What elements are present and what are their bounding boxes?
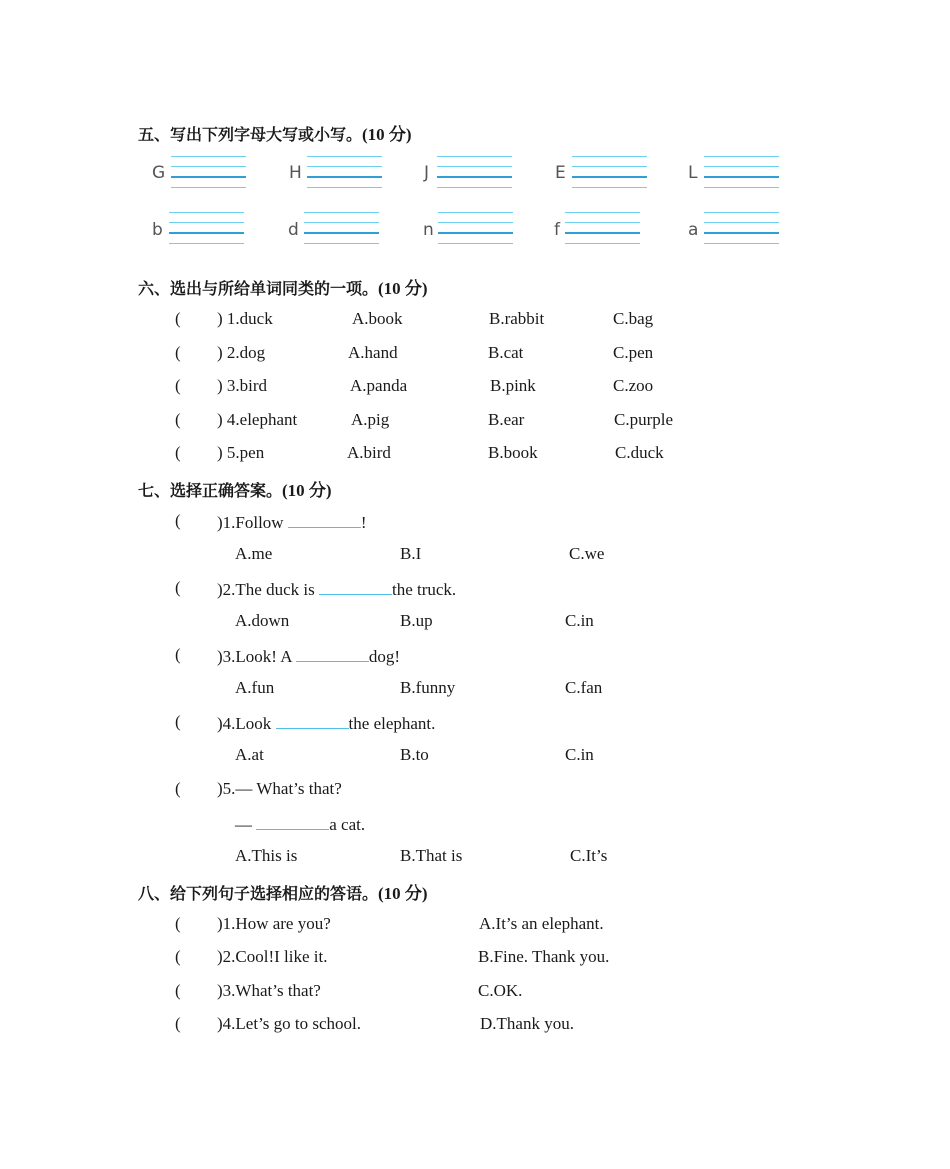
option-a: A.This is <box>235 846 298 865</box>
question-word: ) 4.elephant <box>217 410 298 429</box>
option-c: C.purple <box>614 410 674 429</box>
option-b: B.rabbit <box>489 309 545 328</box>
option-c: C.pen <box>613 343 654 362</box>
question-word: ) 1.duck <box>217 309 273 328</box>
answer-paren[interactable]: ( <box>175 309 181 328</box>
fill-blank[interactable] <box>288 511 361 528</box>
question-after: the elephant. <box>348 714 436 733</box>
writing-lines[interactable] <box>169 212 244 244</box>
fill-blank[interactable] <box>256 813 329 830</box>
writing-lines[interactable] <box>437 156 512 188</box>
question-before: )3.Look! A <box>217 647 296 666</box>
writing-lines[interactable] <box>704 156 779 188</box>
letter-row2-3: n <box>423 220 434 240</box>
option-a: A.book <box>352 309 403 328</box>
response-option: B.Fine. Thank you. <box>478 947 610 966</box>
question-text <box>217 511 367 533</box>
section8-title: 八、给下列句子选择相应的答语。 <box>138 884 379 903</box>
section5-title: 五、写出下列字母大写或小写。 <box>138 125 363 144</box>
writing-lines[interactable] <box>438 212 513 244</box>
sentence: )2.Cool!I like it. <box>217 947 328 966</box>
fill-blank[interactable] <box>319 578 392 595</box>
sentence: )3.What’s that? <box>217 981 321 1000</box>
option-a: A.at <box>235 745 264 764</box>
answer-paren[interactable]: ( <box>175 712 181 731</box>
letter-row2-4: f <box>554 220 560 240</box>
response-option: D.Thank you. <box>480 1014 574 1033</box>
option-b: B.to <box>400 745 429 764</box>
section6-score: (10 分) <box>378 279 428 298</box>
writing-lines[interactable] <box>304 212 379 244</box>
option-a: A.hand <box>348 343 398 362</box>
option-b: B.up <box>400 611 433 630</box>
option-c: C.we <box>569 544 605 563</box>
option-c: C.zoo <box>613 376 654 395</box>
option-c: C.bag <box>613 309 654 328</box>
letter-row1-4: E <box>555 163 566 183</box>
option-b: B.That is <box>400 846 463 865</box>
answer-paren[interactable]: ( <box>175 343 181 362</box>
writing-lines[interactable] <box>565 212 640 244</box>
option-c: C.duck <box>615 443 664 462</box>
option-a: A.fun <box>235 678 275 697</box>
question-text <box>217 645 400 667</box>
option-b: B.ear <box>488 410 525 429</box>
answer-paren[interactable]: ( <box>175 914 181 933</box>
question-word: ) 5.pen <box>217 443 265 462</box>
option-b: B.funny <box>400 678 456 697</box>
option-c: C.It’s <box>570 846 608 865</box>
answer-paren[interactable]: ( <box>175 947 181 966</box>
option-b: B.book <box>488 443 538 462</box>
option-c: C.in <box>565 745 594 764</box>
question-before: )2.The duck is <box>217 580 319 599</box>
section5-score: (10 分) <box>362 125 412 144</box>
sentence: )4.Let’s go to school. <box>217 1014 362 1033</box>
question-after: ! <box>360 513 367 532</box>
option-c: C.in <box>565 611 594 630</box>
question-before: )4.Look <box>217 714 276 733</box>
answer-paren[interactable]: ( <box>175 1014 181 1033</box>
answer-line <box>235 813 365 835</box>
question-after: dog! <box>368 647 401 666</box>
letter-row1-3: J <box>424 163 430 183</box>
section7-heading <box>138 476 332 501</box>
dash: — <box>235 815 257 834</box>
sentence: )1.How are you? <box>217 914 331 933</box>
option-a: A.down <box>235 611 290 630</box>
question-word: ) 3.bird <box>217 376 268 395</box>
response-option: A.It’s an elephant. <box>479 914 604 933</box>
answer-paren[interactable]: ( <box>175 981 181 1000</box>
letter-row2-5: a <box>688 220 699 240</box>
option-b: B.cat <box>488 343 524 362</box>
section6-heading <box>138 274 428 299</box>
option-b: B.I <box>400 544 422 563</box>
question-after: the truck. <box>391 580 457 599</box>
answer-paren[interactable]: ( <box>175 443 181 462</box>
answer-paren[interactable]: ( <box>175 410 181 429</box>
letter-row1-1: G <box>152 163 166 183</box>
letter-row2-2: d <box>288 220 299 240</box>
fill-blank[interactable] <box>276 712 349 729</box>
response-option: C.OK. <box>478 981 523 1000</box>
answer-paren[interactable]: ( <box>175 645 181 664</box>
letter-row1-5: L <box>688 163 698 183</box>
option-a: A.me <box>235 544 273 563</box>
section7-score: (10 分) <box>282 481 332 500</box>
answer-paren[interactable]: ( <box>175 578 181 597</box>
option-a: A.pig <box>351 410 390 429</box>
question-text <box>217 578 456 600</box>
option-a: A.panda <box>350 376 408 395</box>
option-b: B.pink <box>490 376 536 395</box>
letter-row2-1: b <box>152 220 163 240</box>
question-after: a cat. <box>329 815 366 834</box>
question-text: )5.— What’s that? <box>217 779 342 798</box>
section8-score: (10 分) <box>378 884 428 903</box>
option-c: C.fan <box>565 678 603 697</box>
answer-paren[interactable]: ( <box>175 779 181 798</box>
question-before: )1.Follow <box>217 513 288 532</box>
section6-title: 六、选出与所给单词同类的一项。 <box>138 279 379 298</box>
section8-heading <box>138 879 428 904</box>
answer-paren[interactable]: ( <box>175 511 181 530</box>
writing-lines[interactable] <box>171 156 246 188</box>
section7-title: 七、选择正确答案。 <box>138 481 283 500</box>
fill-blank[interactable] <box>296 645 369 662</box>
writing-lines[interactable] <box>572 156 647 188</box>
question-word: ) 2.dog <box>217 343 266 362</box>
option-a: A.bird <box>347 443 391 462</box>
section5-heading <box>138 120 412 145</box>
answer-paren[interactable]: ( <box>175 376 181 395</box>
letter-row1-2: H <box>289 163 302 183</box>
writing-lines[interactable] <box>307 156 382 188</box>
question-text <box>217 712 435 734</box>
writing-lines[interactable] <box>704 212 779 244</box>
